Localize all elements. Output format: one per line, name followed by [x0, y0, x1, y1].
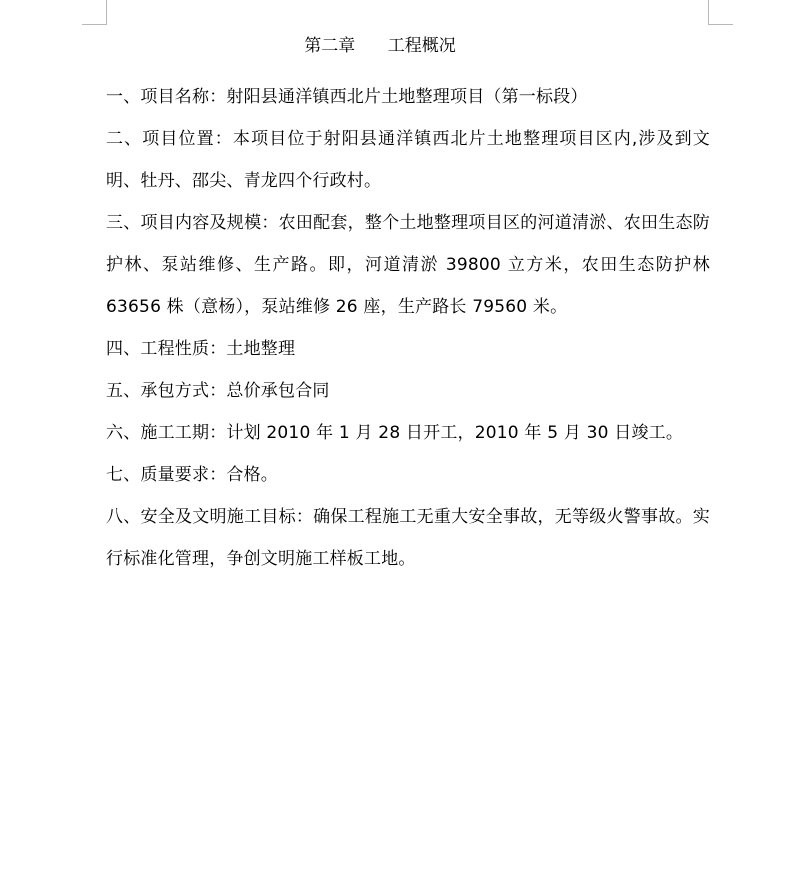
paragraph-project-nature: 四、工程性质：土地整理: [106, 339, 296, 359]
chapter-title: 第二章 工程概况: [304, 36, 456, 56]
document-body: [106, 76, 710, 580]
paragraph-construction-period: 六、施工工期：计划 2010 年 1 月 28 日开工，2010 年 5 月 30 日竣工。: [106, 423, 684, 443]
paragraph-project-location: 二、项目位置：本项目位于射阳县通洋镇西北片土地整理项目区内,涉及到文明、牡丹、邵尖、青龙四个行政村。: [106, 129, 710, 191]
paragraph-project-name: 一、项目名称：射阳县通洋镇西北片土地整理项目（第一标段）: [106, 87, 588, 107]
paragraph-contract-type: 五、承包方式：总价承包合同: [106, 381, 330, 401]
crop-mark-top-left-horizontal: [82, 24, 107, 25]
paragraph-project-scope: 三、项目内容及规模：农田配套，整个土地整理项目区的河道清淤、农田生态防护林、泵站维修、生产路。即，河道清淤 39800 立方米，农田生态防护林 63656 株（意杨），泵站维修 26 座，生产路长 79560 米。: [106, 213, 710, 317]
crop-mark-top-left-vertical: [106, 0, 107, 24]
crop-mark-top-right-horizontal: [708, 24, 733, 25]
crop-mark-top-right-vertical: [708, 0, 709, 24]
paragraph-quality-requirement: 七、质量要求：合格。: [106, 465, 278, 485]
paragraph-safety-target: 八、安全及文明施工目标：确保工程施工无重大安全事故，无等级火警事故。实行标准化管理，争创文明施工样板工地。: [106, 507, 710, 569]
